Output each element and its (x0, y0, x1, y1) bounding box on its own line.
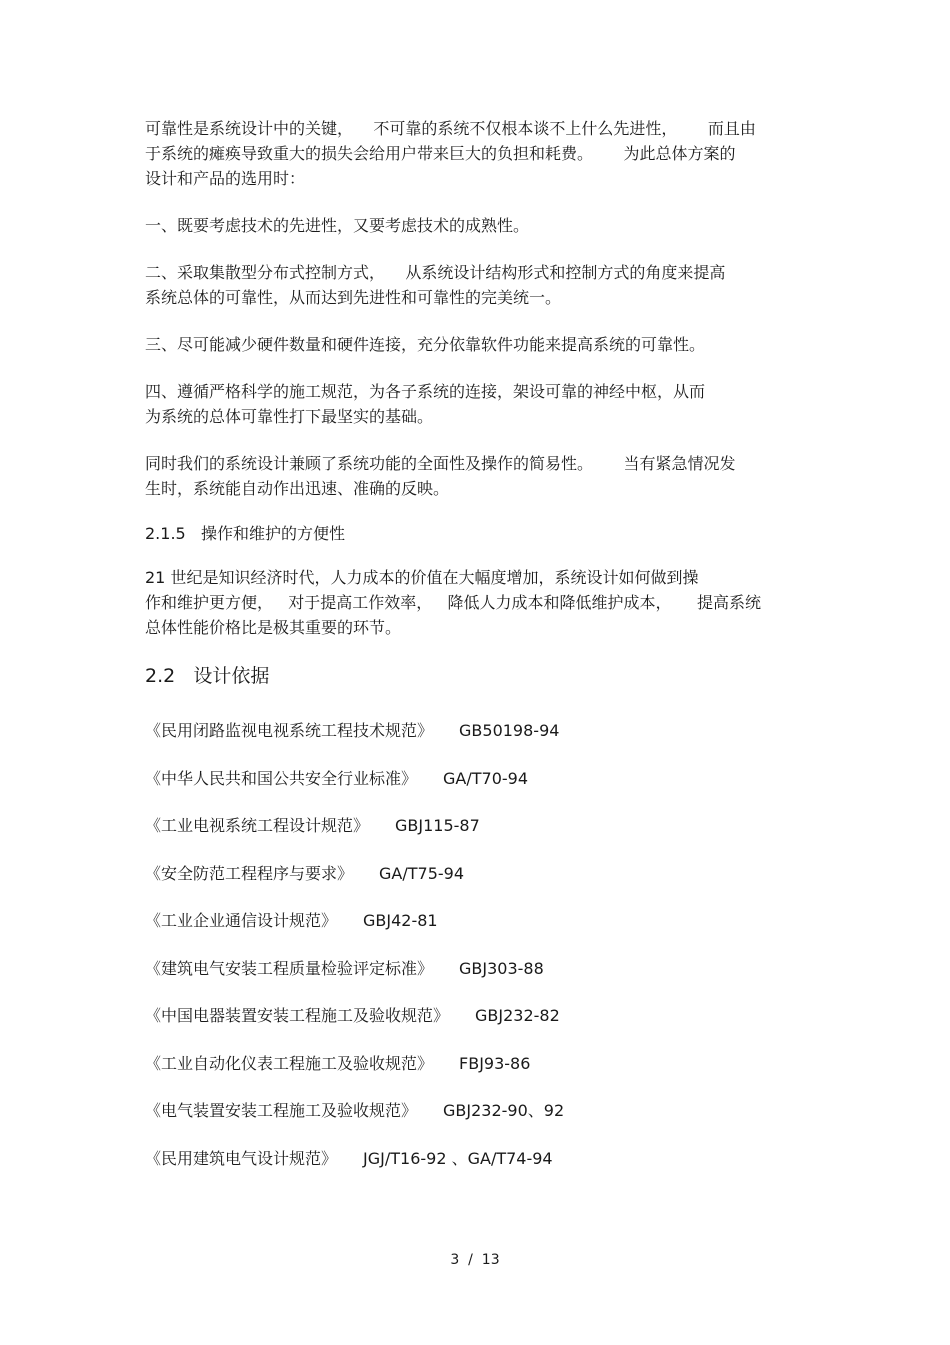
text-line: 作和维护更方便， 对于提高工作效率， 降低人力成本和降低维护成本， 提高系统 (145, 593, 761, 612)
reference-title: 《民用闭路监视电视系统工程技术规范》 (145, 721, 434, 740)
paragraph-point-3 (145, 332, 807, 357)
reference-code: GA/T70-94 (443, 768, 529, 788)
reference-title: 《民用建筑电气设计规范》 (145, 1148, 338, 1168)
paragraph-point-4 (145, 379, 807, 429)
reference-item (145, 861, 807, 909)
reference-item (145, 1098, 807, 1146)
reference-title: 《电气装置安装工程施工及验收规范》 (145, 1101, 418, 1120)
reference-code: GB50198-94 (459, 721, 560, 740)
reference-code: GBJ115-87 (395, 816, 480, 835)
paragraph-point-2 (145, 260, 807, 310)
text-line: 一、既要考虑技术的先进性，又要考虑技术的成熟性。 (145, 216, 530, 235)
reference-list (145, 718, 807, 1193)
text-line: 同时我们的系统设计兼顾了系统功能的全面性及操作的简易性。 当有紧急情况发 (145, 454, 736, 473)
reference-title: 《安全防范工程程序与要求》 (145, 863, 354, 883)
reference-code: GA/T75-94 (379, 863, 465, 883)
text-line: 设计和产品的选用时： (145, 169, 306, 188)
paragraph-reliability (145, 116, 807, 191)
text-line: 于系统的瘫痪导致重大的损失会给用户带来巨大的负担和耗费。 为此总体方案的 (145, 144, 736, 163)
text-line: 为系统的总体可靠性打下最坚实的基础。 (145, 407, 434, 426)
reference-item (145, 766, 807, 814)
text-line: 可靠性是系统设计中的关键， 不可靠的系统不仅根本谈不上什么先进性， 而且由 (145, 119, 756, 138)
reference-code: GBJ42-81 (363, 911, 438, 930)
reference-title: 《中华人民共和国公共安全行业标准》 (145, 768, 418, 788)
text-line: 21 世纪是知识经济时代，人力成本的价值在大幅度增加，系统设计如何做到操 (145, 568, 699, 587)
reference-item (145, 908, 807, 956)
reference-item (145, 956, 807, 1004)
text-line: 四、遵循严格科学的施工规范，为各子系统的连接，架设可靠的神经中枢，从而 (145, 382, 706, 401)
reference-item (145, 1146, 807, 1194)
reference-item (145, 813, 807, 861)
reference-title: 《工业企业通信设计规范》 (145, 911, 338, 930)
reference-item (145, 1003, 807, 1051)
reference-item (145, 1051, 807, 1099)
text-line: 二、采取集散型分布式控制方式， 从系统设计结构形式和控制方式的角度来提高 (145, 263, 726, 282)
reference-code: GBJ232-90、92 (443, 1101, 565, 1120)
page-content (145, 116, 807, 1193)
paragraph-emergency (145, 451, 807, 501)
reference-title: 《建筑电气安装工程质量检验评定标准》 (145, 958, 434, 978)
reference-code: FBJ93-86 (459, 1053, 531, 1073)
reference-title: 《工业电视系统工程设计规范》 (145, 816, 370, 835)
subheading-2-1-5: 2.1.5 操作和维护的方便性 (145, 524, 345, 543)
text-line: 系统总体的可靠性，从而达到先进性和可靠性的完美统一。 (145, 288, 562, 307)
text-line: 三、尽可能减少硬件数量和硬件连接，充分依靠软件功能来提高系统的可靠性。 (145, 335, 706, 354)
reference-code: JGJ/T16-92 、GA/T74-94 (363, 1148, 553, 1168)
paragraph-point-1 (145, 213, 807, 238)
text-line: 总体性能价格比是极其重要的环节。 (145, 618, 402, 637)
text-line: 生时，系统能自动作出迅速、准确的反映。 (145, 479, 450, 498)
reference-code: GBJ232-82 (475, 1006, 560, 1025)
paragraph-maintenance (145, 565, 807, 640)
reference-title: 《工业自动化仪表工程施工及验收规范》 (145, 1053, 434, 1073)
reference-item (145, 718, 807, 766)
reference-code: GBJ303-88 (459, 958, 544, 978)
page-number: 3 / 13 (450, 1252, 500, 1268)
section-heading-2-2: 2.2 设计依据 (145, 665, 270, 687)
reference-title: 《中国电器装置安装工程施工及验收规范》 (145, 1006, 450, 1025)
